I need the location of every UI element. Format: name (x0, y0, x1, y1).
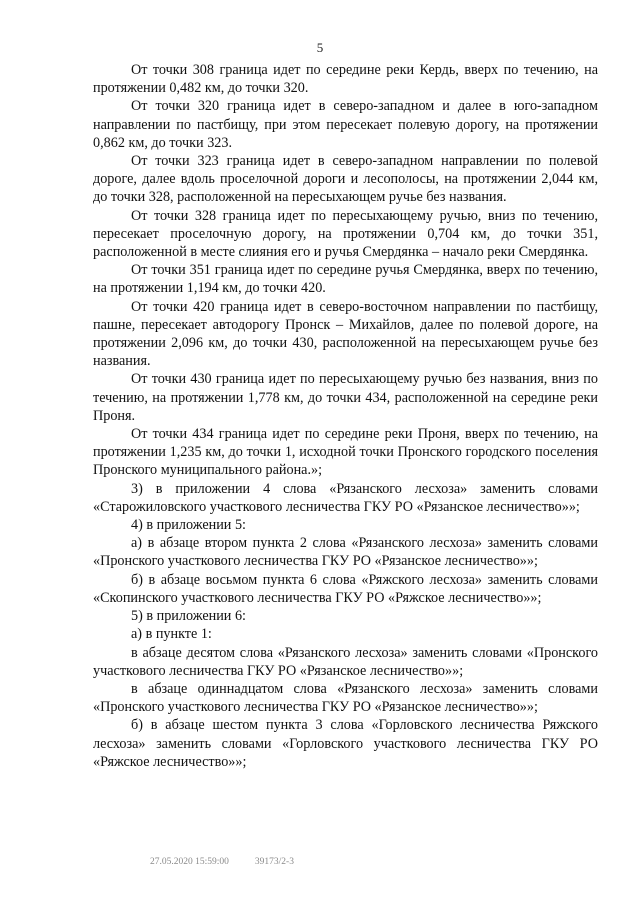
paragraph: От точки 308 граница идет по середине реки Кердь, вверх по течению, на протяжении 0,482 км, до точки 320. (93, 62, 598, 97)
paragraph: От точки 323 граница идет в северо-западном направлении по полевой дороге, далее вдоль проселочной дороги и лесополосы, на протяжении 2,044 км, до точки 328, расположенной на пересыхающем ручье без названия. (93, 153, 598, 206)
paragraph: От точки 328 граница идет по пересыхающему ручью, вниз по течению, пересекает проселочную дорогу, на протяжении 0,704 км, до точки 351, расположенной в месте слияния его и ручья Смердянка – начало реки Смердянка. (93, 207, 598, 261)
document-body (93, 61, 598, 771)
paragraph: От точки 430 граница идет по пересыхающему ручью без названия, вниз по течению, на протяжении 1,778 км, до точки 434, расположенной на середине реки Проня. (93, 371, 598, 424)
paragraph: От точки 351 граница идет по середине ручья Смердянка, вверх по течению, на протяжении 1,194 км, до точки 420. (93, 262, 598, 297)
paragraph: 4) в приложении 5: (131, 517, 246, 534)
paragraph: 5) в приложении 6: (131, 608, 246, 625)
paragraph: в абзаце десятом слова «Рязанского лесхоза» заменить словами «Пронского участкового лесничества ГКУ РО «Рязанское лесничество»»; (93, 644, 598, 679)
paragraph: б) в абзаце шестом пункта 3 слова «Горловского лесничества Ряжского лесхоза» заменить словами «Горловского участкового лесничества ГКУ РО «Ряжское лесничество»»; (93, 717, 598, 770)
paragraph: в абзаце одиннадцатом слова «Рязанского лесхоза» заменить словами «Пронского участкового лесничества ГКУ РО «Рязанское лесничество»»; (93, 680, 598, 716)
paragraph: От точки 434 граница идет по середине реки Проня, вверх по течению, на протяжении 1,235 км, до точки 1, исходной точки Пронского городского поселения Пронского муниципального района.»; (93, 426, 598, 479)
paragraph: От точки 320 граница идет в северо-западном и далее в юго-западном направлении по пастбищу, при этом пересекает полевую дорогу, на протяжении 0,862 км, до точки 323. (93, 98, 598, 151)
page-number: 5 (316, 40, 324, 55)
paragraph: а) в пункте 1: (131, 626, 212, 643)
paragraph: 3) в приложении 4 слова «Рязанского лесхоза» заменить словами «Старожиловского участкового лесничества ГКУ РО «Рязанское лесничество»»; (93, 480, 598, 515)
footer-stamp (150, 857, 320, 867)
paragraph: а) в абзаце втором пункта 2 слова «Рязанского лесхоза» заменить словами «Пронского участкового лесничества ГКУ РО «Рязанское лесничество»»; (93, 535, 598, 570)
paragraph: б) в абзаце восьмом пункта 6 слова «Ряжского лесхоза» заменить словами «Скопинского участкового лесничества ГКУ РО «Ряжское лесничество»»; (93, 571, 598, 606)
paragraph: От точки 420 граница идет в северо-восточном направлении по пастбищу, пашне, пересекает автодорогу Пронск – Михайлов, далее по полевой дороге, на протяжении 2,096 км, до точки 430, расположенной на пересыхающем ручье без названия. (93, 298, 598, 370)
footer-doc-id: 39173/2-3 (254, 857, 294, 867)
footer-timestamp: 27.05.2020 15:59:00 (150, 857, 229, 867)
